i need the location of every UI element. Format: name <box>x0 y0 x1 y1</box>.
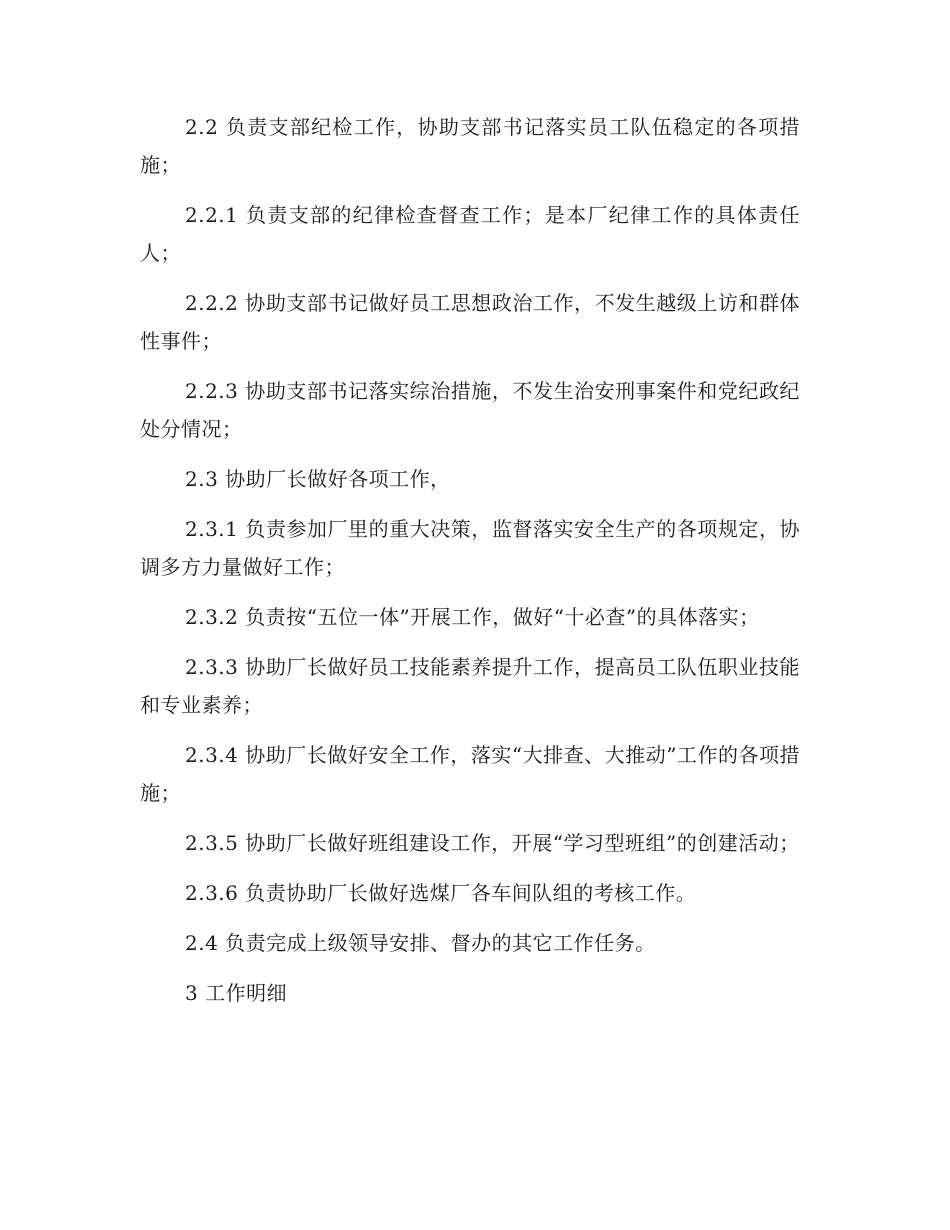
paragraph-2-3-4: 2.3.4 协助厂长做好安全工作，落实“大排查、大推动”工作的各项措施； <box>140 743 800 805</box>
paragraph-2-3-1: 2.3.1 负责参加厂里的重大决策，监督落实安全生产的各项规定，协调多方力量做好工作； <box>140 517 800 579</box>
paragraph-2-2-1: 2.2.1 负责支部的纪律检查督查工作；是本厂纪律工作的具体责任人； <box>140 203 800 265</box>
paragraph-2-4: 2.4 负责完成上级领导安排、督办的其它工作任务。 <box>185 931 656 955</box>
paragraph-2-3-2: 2.3.2 负责按“五位一体”开展工作，做好“十必查”的具体落实； <box>185 605 760 629</box>
section-heading-3: 3 工作明细 <box>185 981 288 1005</box>
paragraph-2-3: 2.3 协助厂长做好各项工作， <box>185 467 451 491</box>
paragraph-2-2-2: 2.2.2 协助支部书记做好员工思想政治工作，不发生越级上访和群体性事件； <box>140 291 800 353</box>
paragraph-2-3-6: 2.3.6 负责协助厂长做好选煤厂各车间队组的考核工作。 <box>185 881 697 905</box>
paragraph-2-3-5: 2.3.5 协助厂长做好班组建设工作，开展“学习型班组”的创建活动； <box>185 831 800 855</box>
paragraph-2-2: 2.2 负责支部纪检工作，协助支部书记落实员工队伍稳定的各项措施； <box>140 115 800 177</box>
paragraph-2-2-3: 2.2.3 协助支部书记落实综治措施，不发生治安刑事案件和党纪政纪处分情况； <box>140 379 800 441</box>
paragraph-2-3-3: 2.3.3 协助厂长做好员工技能素养提升工作，提高员工队伍职业技能和专业素养； <box>140 655 800 717</box>
document-body <box>140 108 800 1024</box>
